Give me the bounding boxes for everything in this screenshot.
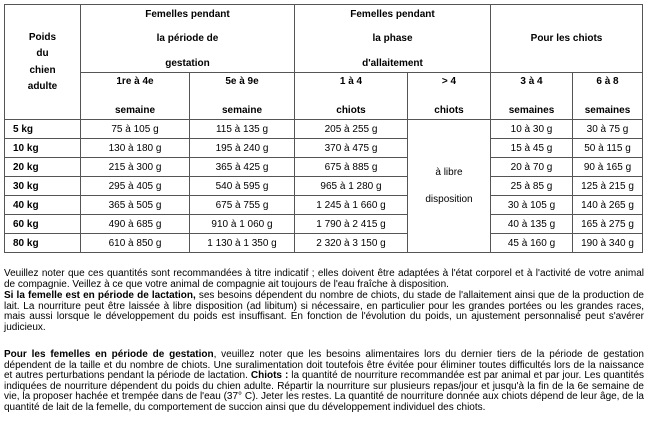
header-line: la période de	[156, 33, 219, 44]
table-row	[5, 215, 643, 234]
subheader-line: semaines	[508, 105, 555, 116]
chiots-3-4-cell: 10 à 30 g	[491, 120, 573, 139]
lactation-text: ses besoins dépendent du nombre de chiots, du stade de l'allaitement ainsi que de la production de lait. La nourriture peut être laissée à libre disposition (ad libitum) si nécessaire, en particulier pour les grandes portées ou les grandes races, mais aussi lorsque le développement du poids est insuffisant. En fonction de l'évolution du poids, un ajustement personnalisé peut s'avérer judicieux.	[4, 290, 644, 333]
chiots-6-8-cell: 140 à 265 g	[573, 196, 643, 215]
lactation-1-4-cell: 2 320 à 3 150 g	[295, 234, 408, 253]
gestation-1-4-cell: 490 à 685 g	[81, 215, 190, 234]
header-poids-line: adulte	[27, 80, 58, 92]
weight-cell: 20 kg	[5, 158, 81, 177]
lactation-1-4-cell: 205 à 255 g	[295, 120, 408, 139]
lactation-1-4-cell: 1 245 à 1 660 g	[295, 196, 408, 215]
chiots-6-8-cell: 125 à 215 g	[573, 177, 643, 196]
subheader-line: 1re à 4e	[116, 76, 154, 87]
libre-line: à libre	[435, 167, 463, 178]
gestation-5-9-cell: 1 130 à 1 350 g	[190, 234, 295, 253]
gestation-5-9-cell: 365 à 425 g	[190, 158, 295, 177]
weight-cell: 30 kg	[5, 177, 81, 196]
chiots-6-8-cell: 165 à 275 g	[573, 215, 643, 234]
chiots-6-8-cell: 190 à 340 g	[573, 234, 643, 253]
subheader-3-4-semaines	[491, 73, 573, 120]
lactation-1-4-cell: 1 790 à 2 415 g	[295, 215, 408, 234]
chiots-6-8-cell: 90 à 165 g	[573, 158, 643, 177]
lactation-1-4-cell: 965 à 1 280 g	[295, 177, 408, 196]
header-line: la phase	[372, 33, 413, 44]
subheader-line: semaine	[114, 105, 156, 116]
header-poids	[5, 5, 81, 120]
subheader-line: 6 à 8	[596, 76, 619, 87]
chiots-text: la quantité de nourriture recommandée est par animal et par jour. Les quantités indiquées de nourriture dépendent du poids du chien adulte. Répartir la nourriture sur plusieurs repas/jour et jusqu'à la fin de la 6e semaine de vie, la proposer hachée et trempée dans de l'eau (37° C). Jeter les restes. La quantité de nourriture donnée aux chiots dépend de leur âge, de la quantité de lait de la femelle, du comportement de succion ainsi que du développement individuel des chiots.	[4, 370, 645, 413]
libre-disposition-cell	[408, 120, 491, 253]
chiots-3-4-cell: 30 à 105 g	[491, 196, 573, 215]
chiots-heading: Chiots :	[250, 370, 289, 382]
lactation-1-4-cell: 370 à 475 g	[295, 139, 408, 158]
header-poids-line: du	[36, 48, 49, 60]
subheader-5e-9e	[190, 73, 295, 120]
gestation-5-9-cell: 675 à 755 g	[190, 196, 295, 215]
subheader-line: 5e à 9e	[225, 76, 259, 87]
gestation-1-4-cell: 130 à 180 g	[81, 139, 190, 158]
weight-cell: 80 kg	[5, 234, 81, 253]
header-line: d'allaitement	[362, 57, 423, 69]
table-row	[5, 158, 643, 177]
header-chiots: Pour les chiots	[491, 5, 643, 73]
lactation-1-4-cell: 675 à 885 g	[295, 158, 408, 177]
header-poids-line: chien	[29, 64, 56, 76]
weight-cell: 10 kg	[5, 139, 81, 158]
table-row	[5, 234, 643, 253]
gestation-1-4-cell: 610 à 850 g	[81, 234, 190, 253]
subheader-line: chiots	[434, 105, 464, 116]
subheader-1re-4e	[81, 73, 190, 120]
subheader-line: 1 à 4	[339, 76, 363, 87]
gestation-text: , veuillez noter que les besoins alimentaires lors du dernier tiers de la période de gestation dépendent de la taille et du nombre de chiots. Une suralimentation doit toutefois être évitée pour éliminer toutes difficultés lors de la naissance et autres perturbations pendant la période de lactation.	[4, 349, 644, 382]
weight-cell: 60 kg	[5, 215, 81, 234]
subheader-1-4-chiots	[295, 73, 408, 120]
note-text: Veuillez noter que ces quantités sont recommandées à titre indicatif ; elles doivent être adaptées à l'état corporel et à l'activité de votre animal de compagnie. Veillez à ce que votre animal de compagnie ait toujours de l'eau fraîche à disposition.	[4, 268, 644, 290]
subheader-line: 3 à 4	[520, 76, 543, 87]
header-poids-line: Poids	[28, 32, 57, 43]
lactation-paragraph	[4, 291, 644, 333]
subheader-line: semaines	[584, 105, 631, 116]
gestation-5-9-cell: 195 à 240 g	[190, 139, 295, 158]
header-femelles-allaitement	[295, 5, 491, 73]
gestation-1-4-cell: 75 à 105 g	[81, 120, 190, 139]
chiots-6-8-cell: 50 à 115 g	[573, 139, 643, 158]
table-row	[5, 196, 643, 215]
gestation-1-4-cell: 215 à 300 g	[81, 158, 190, 177]
table-row	[5, 139, 643, 158]
header-line: Femelles pendant	[145, 8, 230, 20]
gestation-heading: Pour les femelles en période de gestation	[4, 349, 214, 360]
weight-cell: 40 kg	[5, 196, 81, 215]
chiots-6-8-cell: 30 à 75 g	[573, 120, 643, 139]
header-line: gestation	[165, 57, 210, 69]
libre-line: disposition	[425, 194, 473, 205]
gestation-5-9-cell: 115 à 135 g	[190, 120, 295, 139]
chiots-3-4-cell: 25 à 85 g	[491, 177, 573, 196]
header-femelles-gestation	[81, 5, 295, 73]
gestation-1-4-cell: 295 à 405 g	[81, 177, 190, 196]
note-paragraph	[4, 269, 644, 290]
feeding-table	[4, 4, 643, 253]
table-row	[5, 177, 643, 196]
weight-cell: 5 kg	[5, 120, 81, 139]
chiots-3-4-cell: 20 à 70 g	[491, 158, 573, 177]
subheader-6-8-semaines	[573, 73, 643, 120]
gestation-5-9-cell: 540 à 595 g	[190, 177, 295, 196]
subheader-line: semaine	[221, 105, 263, 116]
chiots-3-4-cell: 15 à 45 g	[491, 139, 573, 158]
chiots-3-4-cell: 40 à 135 g	[491, 215, 573, 234]
table-row	[5, 120, 643, 139]
gestation-5-9-cell: 910 à 1 060 g	[190, 215, 295, 234]
lactation-heading: Si la femelle est en période de lactation,	[4, 290, 196, 301]
subheader-gt4-chiots	[408, 73, 491, 120]
subheader-line: > 4	[441, 76, 457, 87]
gestation-1-4-cell: 365 à 505 g	[81, 196, 190, 215]
chiots-3-4-cell: 45 à 160 g	[491, 234, 573, 253]
header-line: Femelles pendant	[350, 8, 435, 20]
subheader-line: chiots	[336, 105, 366, 116]
gestation-paragraph	[4, 350, 644, 414]
